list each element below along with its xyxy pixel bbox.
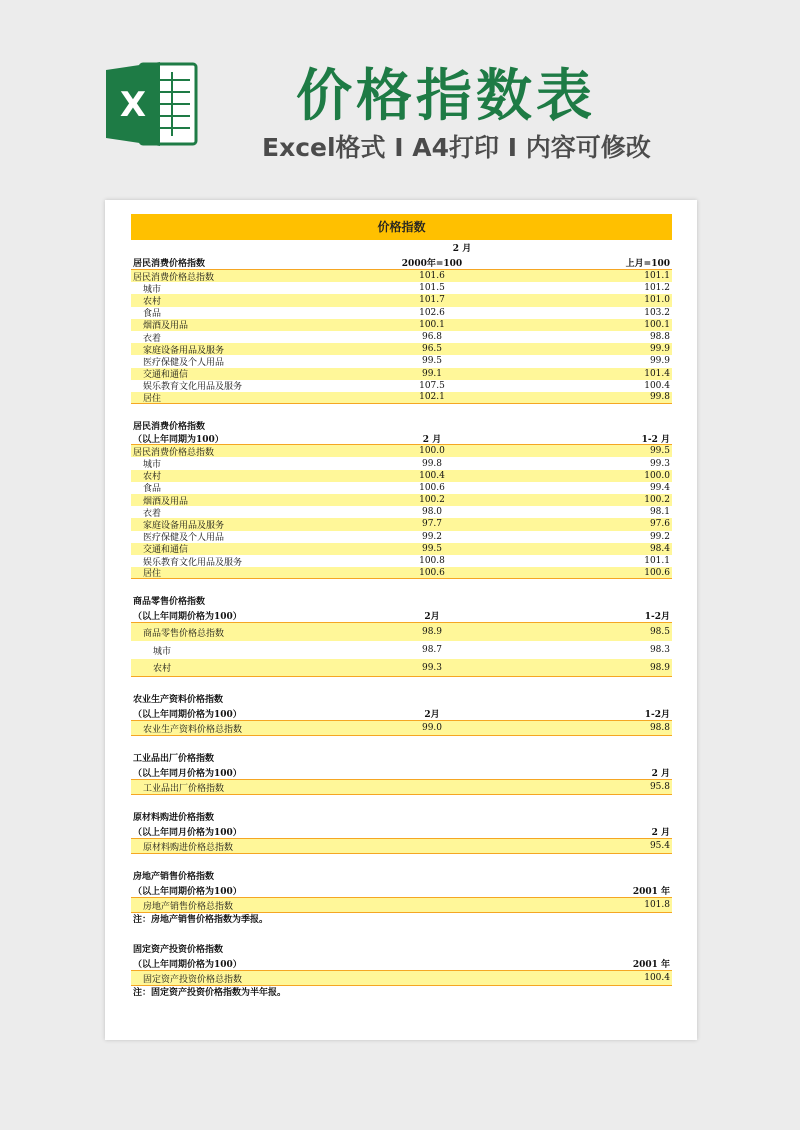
s5-title-row xyxy=(131,750,672,765)
s7-title: 房地产销售价格指数 xyxy=(133,872,215,883)
table-row: 家庭设备用品及服务 96.5 99.9 xyxy=(131,343,672,355)
s4-title-row xyxy=(131,691,672,706)
s1-month: 2 月 xyxy=(452,244,472,254)
table-row: 医疗保健及个人用品 99.2 99.2 xyxy=(143,531,670,544)
table-row: 烟酒及用品 100.2 100.2 xyxy=(131,494,672,506)
sheet-title: 价格指数 xyxy=(131,214,672,240)
table-row: 固定资产投资价格总指数 100.4 xyxy=(131,971,672,986)
table-row: 家庭设备用品及服务 97.7 97.6 xyxy=(131,518,672,530)
table-row: 农村 99.3 98.9 xyxy=(131,659,672,677)
table-row: 娱乐教育文化用品及服务 100.8 101.1 xyxy=(143,556,670,568)
s8-title: 固定资产投资价格指数 xyxy=(133,945,224,956)
s8-note: 注：固定资产投资价格指数为半年报。 xyxy=(133,988,287,999)
s3-title: 商品零售价格指数 xyxy=(133,597,206,608)
table-row: 农村 100.4 100.0 xyxy=(131,470,672,482)
s8-title-row xyxy=(131,941,672,956)
s5-header-row: （以上年同月价格为100） 2 月 xyxy=(131,765,672,780)
table-row: 食品 102.6 103.2 xyxy=(143,307,670,320)
table-row: 烟酒及用品 100.1 100.1 xyxy=(131,319,672,331)
s1-month-row xyxy=(131,240,672,255)
table-row: 商品零售价格总指数 98.9 98.5 xyxy=(131,623,672,641)
price-index-table xyxy=(131,214,672,1000)
page-subtitle: Excel格式 I A4打印 I 内容可修改 xyxy=(262,133,651,162)
s1-title: 居民消费价格指数 xyxy=(133,258,206,269)
table-row: 衣着 98.0 98.1 xyxy=(143,507,670,519)
table-row: 原材料购进价格总指数 95.4 xyxy=(131,839,672,854)
s7-header-row: （以上年同期价格为100） 2001 年 xyxy=(131,883,672,898)
table-row: 城市 101.5 101.2 xyxy=(143,283,670,295)
table-row: 居住 100.6 100.6 xyxy=(131,567,672,579)
s2-title: 居民消费价格指数 xyxy=(133,422,206,433)
table-row: 房地产销售价格总指数 101.8 xyxy=(131,898,672,913)
table-row: 工业品出厂价格指数 95.8 xyxy=(131,780,672,795)
table-row: 食品 100.6 99.4 xyxy=(143,482,670,495)
s4-header-row: （以上年同期价格为100） 2月 1-2月 xyxy=(131,706,672,721)
table-row: 农村 101.7 101.0 xyxy=(131,294,672,306)
s2-header-row: （以上年同期为100） 2 月 1-2 月 xyxy=(131,433,672,445)
s1-col2-header: 上月=100 xyxy=(625,258,670,269)
table-row: 交通和通信 99.5 98.4 xyxy=(131,543,672,555)
s8-header-row: （以上年同期价格为100） 2001 年 xyxy=(131,956,672,971)
page-title: 价格指数表 xyxy=(296,64,596,129)
s6-title-row xyxy=(131,809,672,824)
table-row: 衣着 96.8 98.8 xyxy=(143,332,670,344)
s3-title-row xyxy=(131,593,672,608)
table-row: 居民消费价格总指数 100.0 99.5 xyxy=(133,446,670,458)
logo-letter: X xyxy=(119,85,147,125)
s3-rows xyxy=(131,623,672,677)
table-row: 城市 99.8 99.3 xyxy=(143,458,670,471)
table-row: 居民消费价格总指数 101.6 101.1 xyxy=(133,271,670,283)
s6-header-row: （以上年同月价格为100） 2 月 xyxy=(131,824,672,839)
s1-header-row xyxy=(131,255,672,270)
spreadsheet-page xyxy=(105,200,697,1040)
table-row: 娱乐教育文化用品及服务 107.5 100.4 xyxy=(143,380,670,393)
s1-rows xyxy=(131,270,672,404)
s2-title-row xyxy=(131,418,672,433)
table-row: 医疗保健及个人用品 99.5 99.9 xyxy=(143,356,670,368)
excel-logo-icon xyxy=(104,56,200,152)
table-row: 城市 98.7 98.3 xyxy=(153,645,670,657)
s2-rows xyxy=(131,445,672,579)
s1-col1-header: 2000年=100 xyxy=(401,258,463,269)
s7-title-row xyxy=(131,868,672,883)
s3-header-row: （以上年同期价格为100） 2月 1-2月 xyxy=(131,608,672,623)
s5-title: 工业品出厂价格指数 xyxy=(133,754,215,765)
table-row: 交通和通信 99.1 101.4 xyxy=(131,368,672,380)
s4-title: 农业生产资料价格指数 xyxy=(133,695,224,706)
table-row: 农业生产资料价格总指数 99.0 98.8 xyxy=(131,721,672,736)
table-row: 居住 102.1 99.8 xyxy=(131,392,672,404)
s7-note: 注：房地产销售价格指数为季报。 xyxy=(133,915,269,926)
s6-title: 原材料购进价格指数 xyxy=(133,813,215,824)
